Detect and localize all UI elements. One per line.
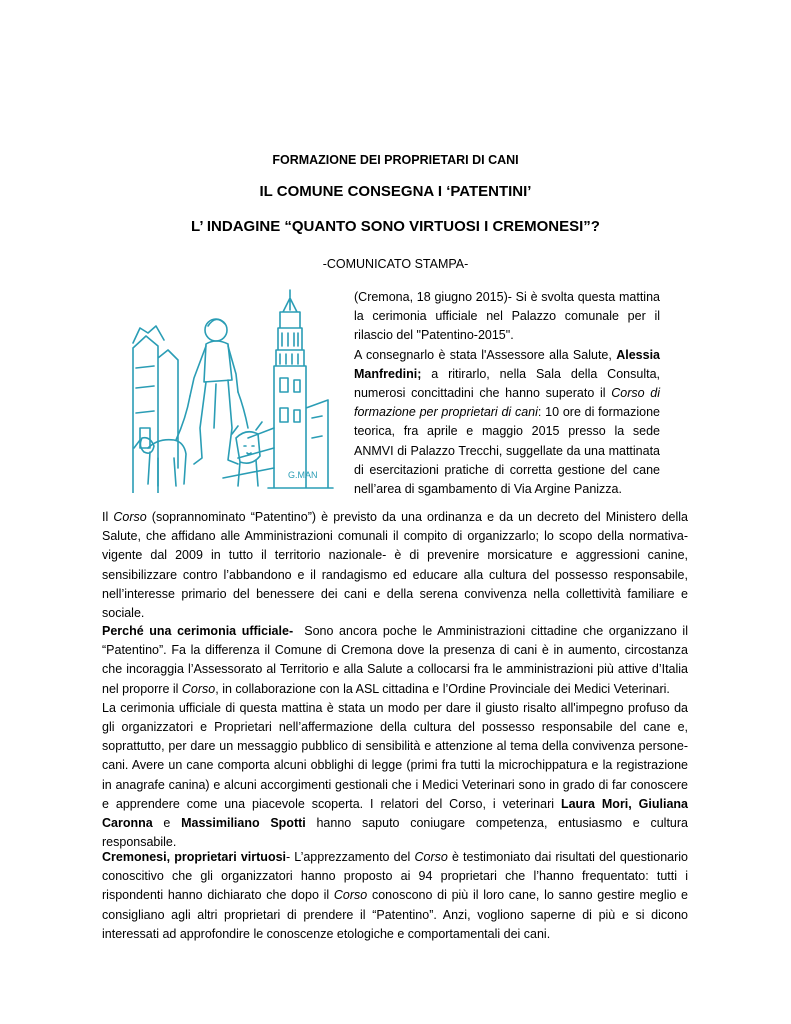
- intro-paragraph: [354, 288, 660, 499]
- text: è testimoniato dai risultati del questionario conoscitivo che gli organizzatori hanno proposto ai 94 proprietari che l’hanno frequentato: tutti i rispondenti hanno dichiarato che dopo il: [102, 850, 689, 903]
- paragraph-virtuosi: [102, 848, 688, 944]
- text: hanno saputo coniugare competenza, entusiasmo e cultura responsabile.: [102, 816, 688, 850]
- intro-text: : 10 ore di formazione teorica, fra aprile e maggio 2015 presso la sede ANMVI di Palazzo Trecchi, suggellate da una mattinata di esercitazioni pratiche di corretta gestione del cane nell’area di sgambamento di Via Argine Panizza.: [354, 405, 660, 497]
- text: - L’apprezzamento del: [286, 850, 415, 864]
- text-italic: Corso: [113, 510, 147, 524]
- vet-names: Laura Mori, Giuliana Caronna: [102, 796, 688, 831]
- paragraph-heading: Perché una cerimonia ufficiale-: [102, 624, 294, 638]
- paragraph-heading: Cremonesi, proprietari virtuosi: [102, 850, 287, 864]
- vet-name: Massimiliano Spotti: [181, 816, 306, 831]
- main-title: IL COMUNE CONSEGNA I ‘PATENTINI’: [259, 183, 532, 200]
- text-italic: Corso: [333, 888, 368, 903]
- man-walking-dogs-illustration: [128, 288, 338, 493]
- text-italic: Corso: [181, 681, 216, 696]
- illustration-signature: G.MAN: [288, 470, 318, 480]
- text: e: [152, 816, 182, 831]
- text: Sono ancora poche le Amministrazioni cittadine che organizzano il “Patentino”. Fa la differenza il Comune di Cremona dove la presenza di cani è in aumento, circostanza che incoraggia l’Assessorato al Territorio e alla Salute a collocarsi fra le amministrazioni più attive d’Italia nel proporre il: [102, 624, 692, 696]
- paragraph-cerimonia: [102, 622, 692, 852]
- text: (soprannominato “Patentino”) è previsto da una ordinanza e da un decreto del Ministero della Salute, che affidano alle Amministrazioni comunali il compito di organizzarlo; lo scopo della normativa-vigente dal 2009 in tutto il territorio nazionale- è di prevenire morsicature e aggressioni canine, sensibilizzare contro l’abbandono e il randagismo ed educare alla cultura del possesso responsabile, nell’interesse primario del benessere dei cani e della serena convivenza nella collettività familiare e sociale.: [102, 510, 688, 621]
- text: La cerimonia ufficiale di questa mattina è stata un modo per dare il giusto risalto all'impegno profuso da gli organizzatori e Proprietari nell’affermazione della cultura del possesso responsabile del cane e, soprattutto, per dare un messaggio pubblico di sensibilità e attenzione al tema della convivenza persone-cani. Avere un cane comporta alcuni obblighi di legge (primi fra tutti la microchippatura e la registrazione in anagrafe canina) e alcuni accorgimenti gestionali che i Medici Veterinari sono in grado di far conoscere e apprendere come una piacevole scoperta. I relatori del Corso, i veterinari: [102, 700, 688, 811]
- overline-heading: FORMAZIONE DEI PROPRIETARI DI CANI: [272, 153, 519, 167]
- intro-text: A consegnarlo è stata l'Assessore alla Salute,: [354, 347, 617, 362]
- course-name: Corso di formazione per proprietari di cani: [354, 386, 661, 420]
- press-release-label: -COMUNICATO STAMPA-: [322, 257, 469, 271]
- text-italic: Corso: [414, 850, 448, 864]
- subtitle: L’ INDAGINE “QUANTO SONO VIRTUOSI I CREMONESI”?: [191, 218, 600, 235]
- text: Il: [102, 510, 114, 524]
- intro-sentence-2: [354, 346, 660, 500]
- paragraph-corso: [102, 508, 688, 623]
- text: , in collaborazione con la ASL cittadina e l’Ordine Provinciale dei Medici Veterinari.: [215, 681, 670, 696]
- assessore-name: Alessia Manfredini;: [354, 347, 660, 381]
- text: conoscono di più il loro cane, lo sanno gestire meglio e consigliano agli altri proprietari di prendere il “Patentino”. Anzi, vogliono saperne di più e si dicono interessati ad approfondire le conoscenze etologiche e comportamentali dei cani.: [102, 888, 688, 941]
- intro-sentence-1: (Cremona, 18 giugno 2015)- Si è svolta questa mattina la cerimonia ufficiale nel Palazzo comunale per il rilascio del "Patentino-2015".: [354, 290, 660, 343]
- intro-text: a ritirarlo, nella Sala della Consulta, numerosi concittadini che hanno superato il: [354, 366, 660, 401]
